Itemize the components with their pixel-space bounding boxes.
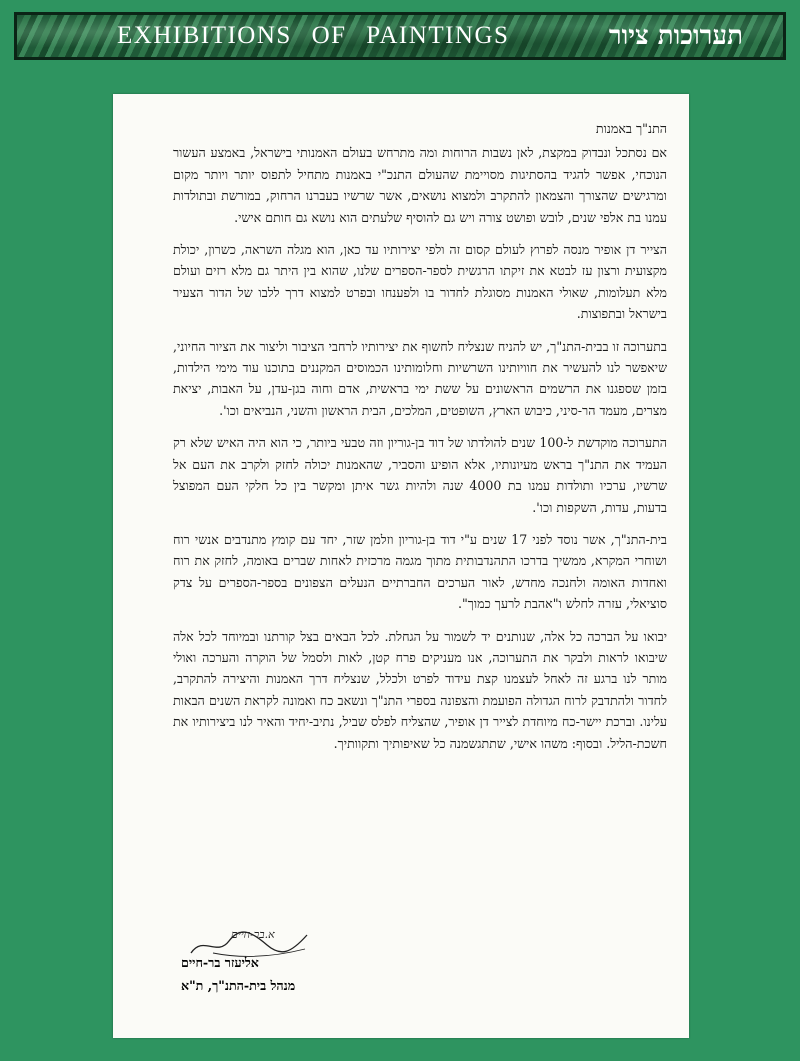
letter-paragraph: בית-התנ"ך, אשר נוסד לפני 17 שנים ע"י דוד בן-גוריון וזלמן שזר, יחד עם קומץ מתנדבים אנשי רוח ושוחרי המקרא, ממשיך בדרכו התהנדבותית מתוך מגמה מרכזית לאחות שברים באומה, לחזק את רוח ואחדות האומה ולחנכה מחדש, לאור הערכים החברתיים הנעלים הצפונים בספר-הספרים על צדק סוציאלי, עזרה לחלש ו"אהבת לרעך כמוך". — [173, 531, 667, 612]
exhibitions-banner — [14, 12, 786, 60]
scanned-letter — [113, 94, 689, 1038]
signature-script: א.בר-חיים — [231, 928, 275, 941]
letter-paragraph: הצייר דן אופיר מנסה לפרוץ לעולם קסום זה ולפי יצירותיו עד כאן, הוא מגלה השראה, כשרון, יכולת מקצועית ורצון עז לבטא את זיקתו הרגשית לספר-הספרים שלנו, שהוא בין היתר גם מלא רזים ועולם מלא תעלומות, שאולי האמנות מסוגלת לחדור בו ולפענחו ובפרט למצוא דרך ללבו של הדור הצעיר בישראל ובתפוצות. — [173, 242, 667, 322]
banner-title-hebrew: תערוכות ציור — [608, 21, 743, 51]
letter-body — [173, 118, 667, 765]
letter-paragraph: אם נסתכל ונבדוק במקצת, לאן נשבות הרוחות ומה מתרחש בעולם האמנותי בישראל, באמצע העשור הנוכחי, אפשר להגיד בהסתיגות מסויימת שהעולם התנכ"י באמנות מתחיל לתפוס יותר ויותר מקום ומרגישים שהצורך והצמאון להתקרב ולמצוא נושאים, אשר שרשיו בעברנו הרחוק, במורשת ובתולדות עמנו בת אלפי שנים, לובש ופושט צורה ויש גם להוסיף שלעתים הוא נושא גם חותם אישי. — [173, 145, 667, 225]
signer-title: מנהל בית-התנ"ך, ת"א — [181, 978, 296, 993]
letter-paragraph: בתערוכה זו בבית-התנ"ך, יש להניח שנצליח לחשוף את יצירותיו לרחבי הציבור וליצור את הציור החיוני, שיאפשר לנו להעשיר את חוויותינו השרשיות וחלומותינו הכמוסים המקננים בתוכנו עוד מימי הילדות, בזמן שספגנו את הרשמים הראשונים על ששת ימי בראשית, אדם וחוה בגן-עדן, על האבות, יציאת מצרים, מעמד הר-סיני, כיבוש הארץ, השופטים, המלכים, הבית הראשון והשני, הנביאים וכו'. — [173, 338, 667, 418]
letter-paragraph: התערוכה מוקדשת ל-100 שנים להולדתו של דוד בן-גוריון וזה טבעי ביותר, כי הוא היה האיש שלא רק העמיד את התנ"ך בראש מעיונותיו, אלא הופיע והסביר, שהאמנות יכולה לחזק ולקרב את העם אל שרשיו, ערכיו ותולדות עמנו בת 4000 שנה ולהיות גשר איתן ומקשר בין כל חלקי העם המפוצל בדעות, עדות, השקפות וכו'. — [173, 435, 667, 515]
letter-paragraph: יבואו על הברכה כל אלה, שנותנים יד לשמור על הגחלת. לכל הבאים בצל קורתנו ובמיוחד לכל אלה שיבואו לראות ולבקר את התערוכה, אנו מעניקים פרח קטן, לאות ולסמל של הוקרה והערכה ואולי מותר לנו ברגע זה לאחל לעצמנו קצת עידוד לפרט ולכלל, שנצליח דרך האמנות והיצירה להתקרב, לחדור ולהתדבק לרוח הגדולה הפועמת והצפונה בספרי התנ"ך ונשאב כח ואמונה לקראת השנים הבאות עלינו. וברכת יישר-כח מיוחדת לצייר דן אופיר, שהצליח לפלס שביל, נתיב-יחיד והאיר לנו ביצירותיו את חשכת-הליל. ובסוף: משהו אישי, שתתגשמנה כל שאיפותיך ותקוותיך. — [173, 628, 667, 751]
banner-title-english: EXHIBITIONS OF PAINTINGS — [117, 22, 510, 49]
signer-name: אליעזר בר-חיים — [181, 955, 259, 970]
letter-heading: התנ"ך באמנות — [595, 121, 667, 136]
